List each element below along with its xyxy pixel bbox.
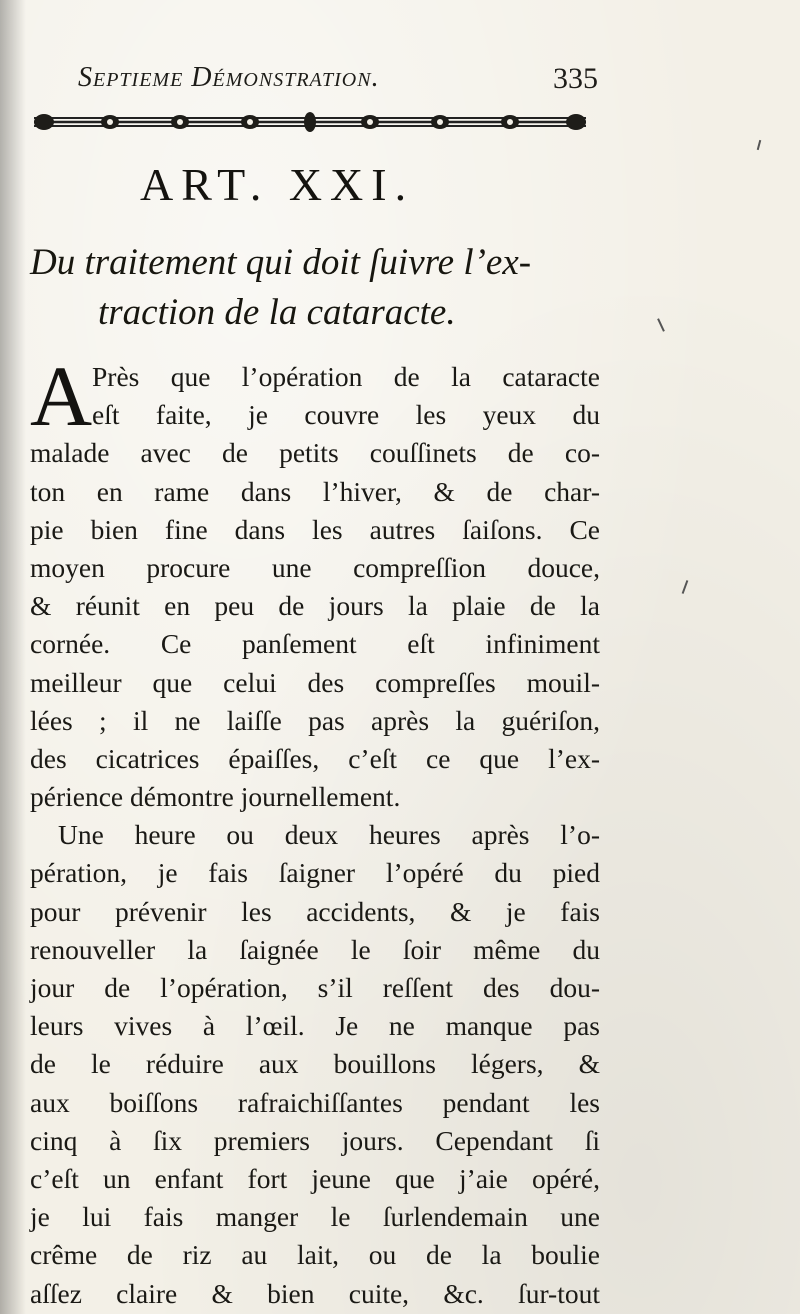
text-line: pération, je fais ſaigner l’opéré du pied [30, 857, 600, 889]
text-line: lées ; il ne laiſſe pas après la guériſon, [30, 704, 600, 736]
text-line: périence démontre journellement. [30, 781, 401, 813]
chapter-title [30, 238, 600, 338]
text-line: cornée. Ce panſement eſt infiniment [30, 628, 600, 660]
text-line: aux boiſſons rafraichiſſantes pendant les [30, 1086, 600, 1118]
body-text [30, 348, 600, 1313]
text-line: eſt faite, je couvre les yeux du [92, 399, 600, 431]
chapter-title-line-1: Du traitement qui doit ſuivre l’ex- [30, 242, 532, 283]
chapter-title-line-2: traction de la cataracte. [98, 292, 456, 333]
text-line: pie bien fine dans les autres ſaiſons. Ce [30, 513, 600, 545]
text-line: moyen procure une compreſſion douce, [30, 551, 600, 583]
text-line: des cicatrices épaiſſes, c’eſt ce que l’ex- [30, 742, 600, 774]
text-line: & réunit en peu de jours la plaie de la [30, 590, 600, 622]
text-line: malade avec de petits couſſinets de co- [30, 437, 600, 469]
text-line: crême de riz au lait, ou de la boulie [30, 1239, 600, 1271]
text-line: renouveller la ſaignée le ſoir même du [30, 933, 600, 965]
page-number: 335 [553, 62, 598, 95]
text-line: Une heure ou deux heures après l’o- [58, 819, 600, 851]
text-line: aſſez claire & bien cuite, &c. ſur-tout [30, 1277, 600, 1309]
text-line: leurs vives à l’œil. Je ne manque pas [30, 1010, 600, 1042]
text-line: meilleur que celui des compreſſes mouil- [30, 666, 600, 698]
text-line: ton en rame dans l’hiver, & de char- [30, 475, 600, 507]
text-line: c’eſt un enfant fort jeune que j’aie opéré, [30, 1162, 600, 1194]
gutter-shadow [0, 0, 26, 1314]
running-head [78, 60, 598, 100]
edge-mark [657, 318, 665, 332]
text-line: cinq à ſix premiers jours. Cependant ſi [30, 1124, 600, 1156]
text-line: de le réduire aux bouillons légers, & [30, 1048, 600, 1080]
edge-mark [757, 140, 762, 150]
text-line: pour prévenir les accidents, & je fais [30, 895, 600, 927]
article-heading: ART. XXI. [140, 159, 415, 210]
running-title: Septieme Démonstration. [78, 62, 380, 93]
drop-cap: A [30, 348, 93, 444]
ornament-rule-icon [30, 110, 590, 134]
text-line: Près que l’opération de la cataracte [92, 361, 600, 392]
text-line: jour de l’opération, s’il reſſent des dou- [30, 972, 600, 1003]
text-line: je lui fais manger le ſurlendemain une [30, 1201, 600, 1233]
edge-mark [682, 580, 689, 594]
